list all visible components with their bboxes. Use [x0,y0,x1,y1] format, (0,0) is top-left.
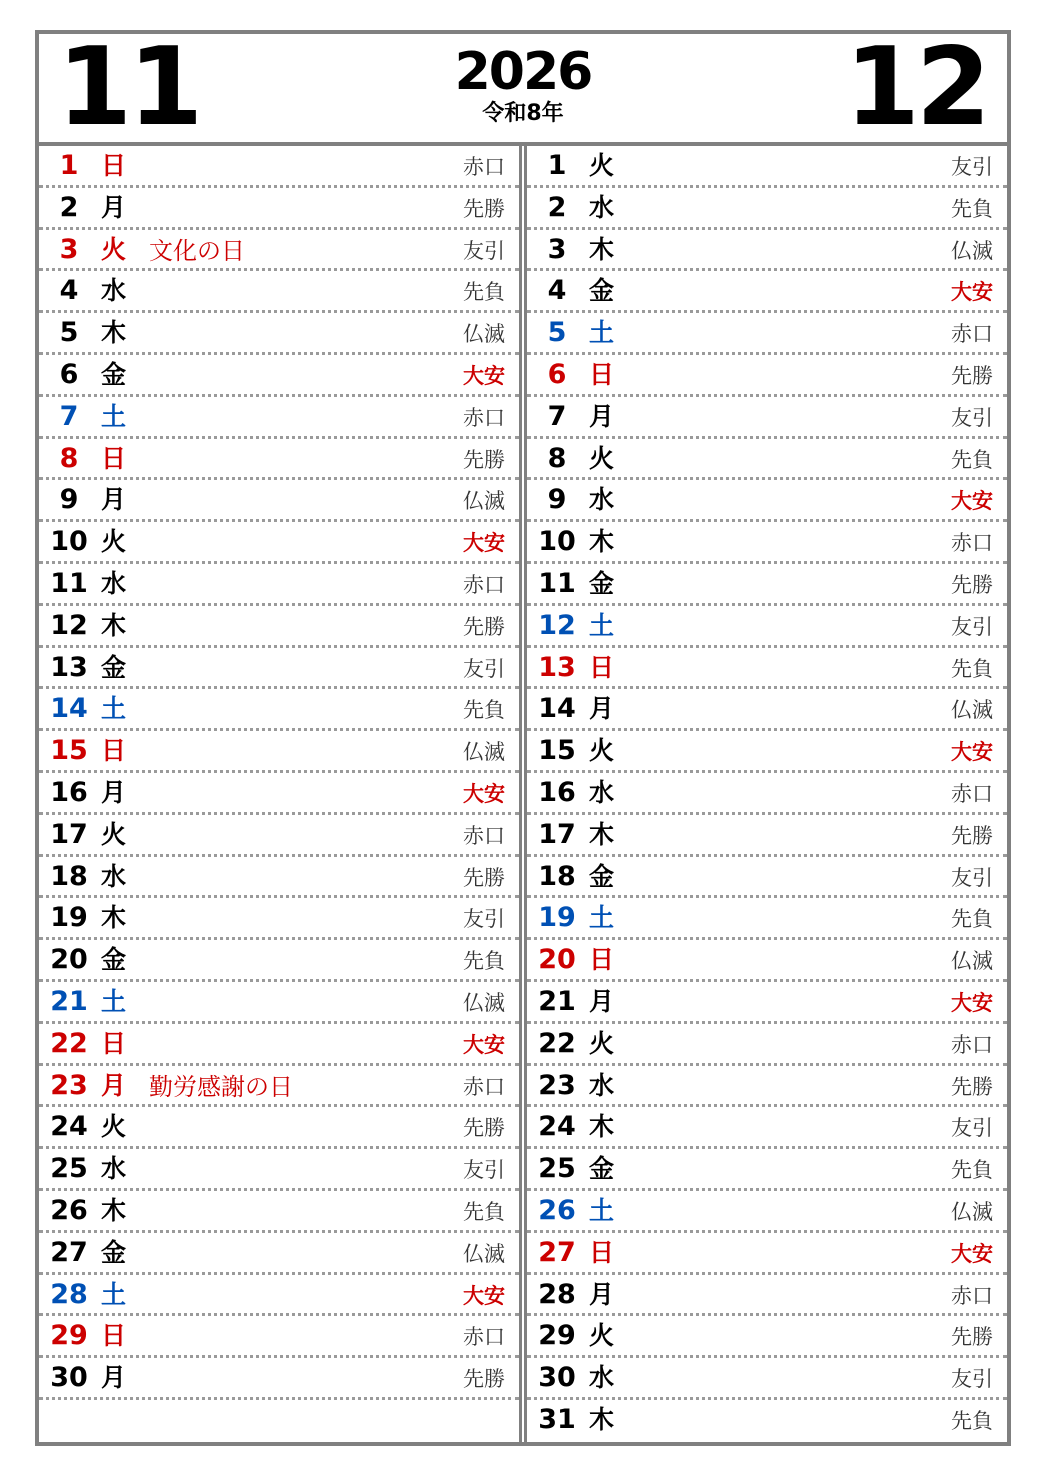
day-number: 4 [547,275,567,307]
day-of-week: 火 [589,151,615,180]
day-row [39,1316,519,1358]
day-of-week: 木 [101,1195,127,1225]
day-of-week: 金 [101,945,127,975]
day-number: 20 [538,944,576,976]
day-of-week: 日 [101,1321,127,1351]
rokuyo-label: 赤口 [463,823,505,848]
rokuyo-label: 先勝 [463,196,505,221]
day-number: 17 [538,818,576,850]
day-number: 6 [547,358,567,390]
day-of-week: 火 [101,1112,127,1142]
day-of-week: 火 [101,527,127,557]
day-of-week: 水 [589,1363,615,1393]
day-row [527,857,1007,899]
rokuyo-label: 大安 [951,1241,993,1266]
rokuyo-label: 仏滅 [463,489,505,514]
day-row [527,898,1007,940]
day-row [39,648,519,690]
day-number: 15 [50,735,88,767]
day-row [527,271,1007,313]
day-of-week: 土 [101,694,127,724]
rokuyo-label: 赤口 [951,781,993,806]
day-of-week: 火 [589,443,615,473]
calendar-frame [35,25,1011,1446]
day-row [527,397,1007,439]
rokuyo-label: 赤口 [951,531,993,556]
rokuyo-label: 先勝 [951,823,993,848]
rokuyo-label: 仏滅 [951,698,993,723]
day-row [39,857,519,899]
day-number: 16 [50,776,88,808]
day-row [39,982,519,1024]
day-row [527,1275,1007,1317]
day-number: 29 [50,1320,88,1352]
day-row [527,480,1007,522]
day-of-week: 月 [589,986,615,1016]
day-number: 5 [547,317,567,349]
day-row [527,982,1007,1024]
day-row [39,773,519,815]
day-number: 21 [50,985,88,1017]
day-of-week: 土 [101,986,127,1016]
day-number: 24 [50,1111,88,1143]
day-number: 14 [538,693,576,725]
day-number: 20 [50,944,88,976]
rokuyo-label: 先負 [951,656,993,681]
day-number: 27 [538,1236,576,1268]
day-number: 9 [59,484,79,516]
day-row [39,898,519,940]
day-number: 12 [50,609,88,641]
day-of-week: 月 [589,694,615,724]
rokuyo-label: 先負 [951,1408,993,1433]
day-of-week: 月 [101,192,127,222]
rokuyo-label: 友引 [951,405,993,430]
rokuyo-label: 赤口 [951,1032,993,1057]
day-row [39,188,519,230]
month-right-number: 12 [844,25,987,150]
day-of-week: 火 [589,1028,615,1058]
day-of-week: 木 [589,234,615,264]
rokuyo-label: 先勝 [463,614,505,639]
day-number: 23 [538,1069,576,1101]
day-of-week: 水 [589,1070,615,1100]
day-row [39,1275,519,1317]
rokuyo-label: 仏滅 [951,1199,993,1224]
day-of-week: 月 [101,1070,127,1100]
day-number: 8 [547,442,567,474]
rokuyo-label: 先勝 [951,572,993,597]
day-number: 12 [538,609,576,641]
day-row [527,689,1007,731]
day-of-week: 土 [589,610,615,640]
day-row [527,1107,1007,1149]
day-of-week: 土 [589,1195,615,1225]
day-row [39,397,519,439]
rokuyo-label: 仏滅 [463,322,505,347]
day-number: 5 [59,317,79,349]
day-number: 7 [59,400,79,432]
day-of-week: 日 [589,359,615,389]
day-number: 17 [50,818,88,850]
day-of-week: 水 [101,861,127,891]
day-row [39,1191,519,1233]
rokuyo-label: 大安 [951,740,993,765]
rokuyo-label: 先負 [463,1199,505,1224]
day-row [39,1024,519,1066]
day-number: 13 [50,651,88,683]
day-of-week: 土 [589,318,615,348]
day-row [527,1066,1007,1108]
day-row [39,1149,519,1191]
rokuyo-label: 大安 [463,363,505,388]
day-row [39,940,519,982]
day-of-week: 月 [101,1363,127,1393]
day-number: 25 [50,1153,88,1185]
day-row [39,1066,519,1108]
day-number: 24 [538,1111,576,1143]
day-of-week: 日 [589,945,615,975]
day-of-week: 木 [101,903,127,933]
day-of-week: 水 [101,276,127,306]
day-row [527,815,1007,857]
day-row [39,815,519,857]
rokuyo-label: 先勝 [463,447,505,472]
rokuyo-label: 赤口 [951,1283,993,1308]
rokuyo-label: 友引 [463,1158,505,1183]
day-row [527,1358,1007,1400]
day-number: 16 [538,776,576,808]
year-label: 2026 [454,42,592,102]
day-row [527,1149,1007,1191]
day-number: 15 [538,735,576,767]
day-row [39,271,519,313]
december-column [527,146,1007,1442]
rokuyo-label: 先勝 [951,363,993,388]
day-number: 11 [538,567,576,599]
day-number: 23 [50,1069,88,1101]
day-number: 2 [547,191,567,223]
day-of-week: 金 [589,276,615,306]
rokuyo-label: 友引 [951,155,993,179]
day-number: 30 [538,1362,576,1394]
day-number: 3 [59,233,79,265]
month-left-number: 11 [57,25,200,150]
day-of-week: 水 [101,568,127,598]
day-number: 28 [538,1278,576,1310]
rokuyo-label: 先負 [951,907,993,932]
day-row [39,146,519,188]
day-of-week: 月 [101,485,127,515]
day-number: 22 [538,1027,576,1059]
day-row [39,606,519,648]
holiday-name: 勤労感謝の日 [149,1072,293,1101]
rokuyo-label: 先勝 [951,1074,993,1099]
day-number: 1 [59,150,79,181]
day-row [527,1024,1007,1066]
day-of-week: 金 [589,861,615,891]
day-number: 27 [50,1236,88,1268]
day-row [527,1233,1007,1275]
day-of-week: 水 [589,485,615,515]
day-of-week: 日 [101,736,127,766]
day-of-week: 月 [589,401,615,431]
holiday-name: 文化の日 [149,236,245,265]
rokuyo-label: 大安 [463,1283,505,1308]
rokuyo-label: 大安 [463,531,505,556]
day-number: 18 [50,860,88,892]
rokuyo-label: 仏滅 [951,949,993,974]
day-of-week: 日 [589,652,615,682]
day-row [39,1107,519,1149]
rokuyo-label: 仏滅 [463,1241,505,1266]
day-number: 22 [50,1027,88,1059]
rokuyo-label: 赤口 [463,155,505,179]
day-number: 31 [538,1403,576,1435]
day-of-week: 土 [101,401,127,431]
day-number: 29 [538,1320,576,1352]
day-number: 11 [50,567,88,599]
rokuyo-label: 大安 [463,1032,505,1057]
day-number: 4 [59,275,79,307]
day-of-week: 土 [101,1279,127,1309]
rokuyo-label: 大安 [951,489,993,514]
day-number: 18 [538,860,576,892]
day-number: 3 [547,233,567,265]
day-row [39,564,519,606]
rokuyo-label: 友引 [951,865,993,890]
day-row [527,188,1007,230]
day-of-week: 月 [101,777,127,807]
rokuyo-label: 先負 [463,949,505,974]
rokuyo-label: 友引 [951,1367,993,1392]
rokuyo-label: 大安 [463,781,505,806]
rokuyo-label: 大安 [951,990,993,1015]
day-number: 19 [50,902,88,934]
day-of-week: 火 [589,736,615,766]
day-row [39,230,519,272]
rokuyo-label: 先負 [951,447,993,472]
day-row [527,230,1007,272]
day-of-week: 水 [101,1154,127,1184]
rokuyo-label: 友引 [463,238,505,263]
rokuyo-label: 先負 [951,1158,993,1183]
day-of-week: 木 [589,527,615,557]
day-row [527,648,1007,690]
day-row [39,689,519,731]
day-row [527,439,1007,481]
day-number: 19 [538,902,576,934]
day-row [527,1316,1007,1358]
rokuyo-label: 友引 [463,907,505,932]
day-number: 26 [50,1194,88,1226]
day-of-week: 火 [589,1321,615,1351]
day-number: 14 [50,693,88,725]
column-divider [519,146,527,1442]
day-row [39,1358,519,1400]
day-number: 2 [59,191,79,223]
rokuyo-label: 先負 [951,196,993,221]
day-number: 21 [538,985,576,1017]
day-of-week: 日 [101,1028,127,1058]
day-of-week: 日 [101,151,127,180]
day-of-week: 火 [101,819,127,849]
day-number: 7 [547,400,567,432]
day-of-week: 金 [101,1237,127,1267]
day-row [39,522,519,564]
day-of-week: 木 [589,1112,615,1142]
day-row [39,313,519,355]
day-of-week: 月 [589,1279,615,1309]
rokuyo-label: 先勝 [463,865,505,890]
day-of-week: 金 [101,359,127,389]
day-number: 25 [538,1153,576,1185]
day-row [39,1233,519,1275]
rokuyo-label: 赤口 [463,1074,505,1099]
day-of-week: 火 [101,234,127,264]
rokuyo-label: 友引 [463,656,505,681]
day-of-week: 木 [589,1404,615,1434]
day-row [527,606,1007,648]
day-row [39,439,519,481]
rokuyo-label: 先勝 [463,1116,505,1141]
day-of-week: 金 [589,1154,615,1184]
rokuyo-label: 先負 [463,280,505,305]
day-number: 8 [59,442,79,474]
day-number: 6 [59,358,79,390]
rokuyo-label: 先勝 [951,1325,993,1350]
day-row [527,1191,1007,1233]
rokuyo-label: 仏滅 [463,740,505,765]
day-row [39,355,519,397]
rokuyo-label: 赤口 [463,572,505,597]
day-row [527,940,1007,982]
day-number: 10 [50,526,88,558]
day-of-week: 水 [589,777,615,807]
day-row [527,731,1007,773]
rokuyo-label: 友引 [951,1116,993,1141]
day-number: 26 [538,1194,576,1226]
day-of-week: 土 [589,903,615,933]
rokuyo-label: 大安 [951,280,993,305]
day-number: 13 [538,651,576,683]
day-number: 30 [50,1362,88,1394]
day-of-week: 木 [101,318,127,348]
day-of-week: 木 [589,819,615,849]
rokuyo-label: 仏滅 [951,238,993,263]
day-row [527,146,1007,188]
rokuyo-label: 赤口 [951,322,993,347]
november-column [39,146,519,1442]
day-row [527,564,1007,606]
day-of-week: 金 [589,568,615,598]
day-of-week: 木 [101,610,127,640]
rokuyo-label: 友引 [951,614,993,639]
day-of-week: 水 [589,192,615,222]
rokuyo-label: 赤口 [463,405,505,430]
era-label: 令和8年 [482,101,564,126]
day-of-week: 日 [589,1237,615,1267]
day-of-week: 金 [101,652,127,682]
day-row [39,480,519,522]
day-row [527,313,1007,355]
rokuyo-label: 赤口 [463,1325,505,1350]
day-of-week: 日 [101,443,127,473]
day-row [527,773,1007,815]
day-number: 28 [50,1278,88,1310]
calendar-header [39,25,1007,150]
day-number: 10 [538,526,576,558]
day-number: 9 [547,484,567,516]
day-row [527,355,1007,397]
rokuyo-label: 仏滅 [463,990,505,1015]
day-row [527,1400,1007,1442]
rokuyo-label: 先負 [463,698,505,723]
day-row [527,522,1007,564]
day-row [39,731,519,773]
rokuyo-label: 先勝 [463,1367,505,1392]
day-number: 1 [547,150,567,181]
